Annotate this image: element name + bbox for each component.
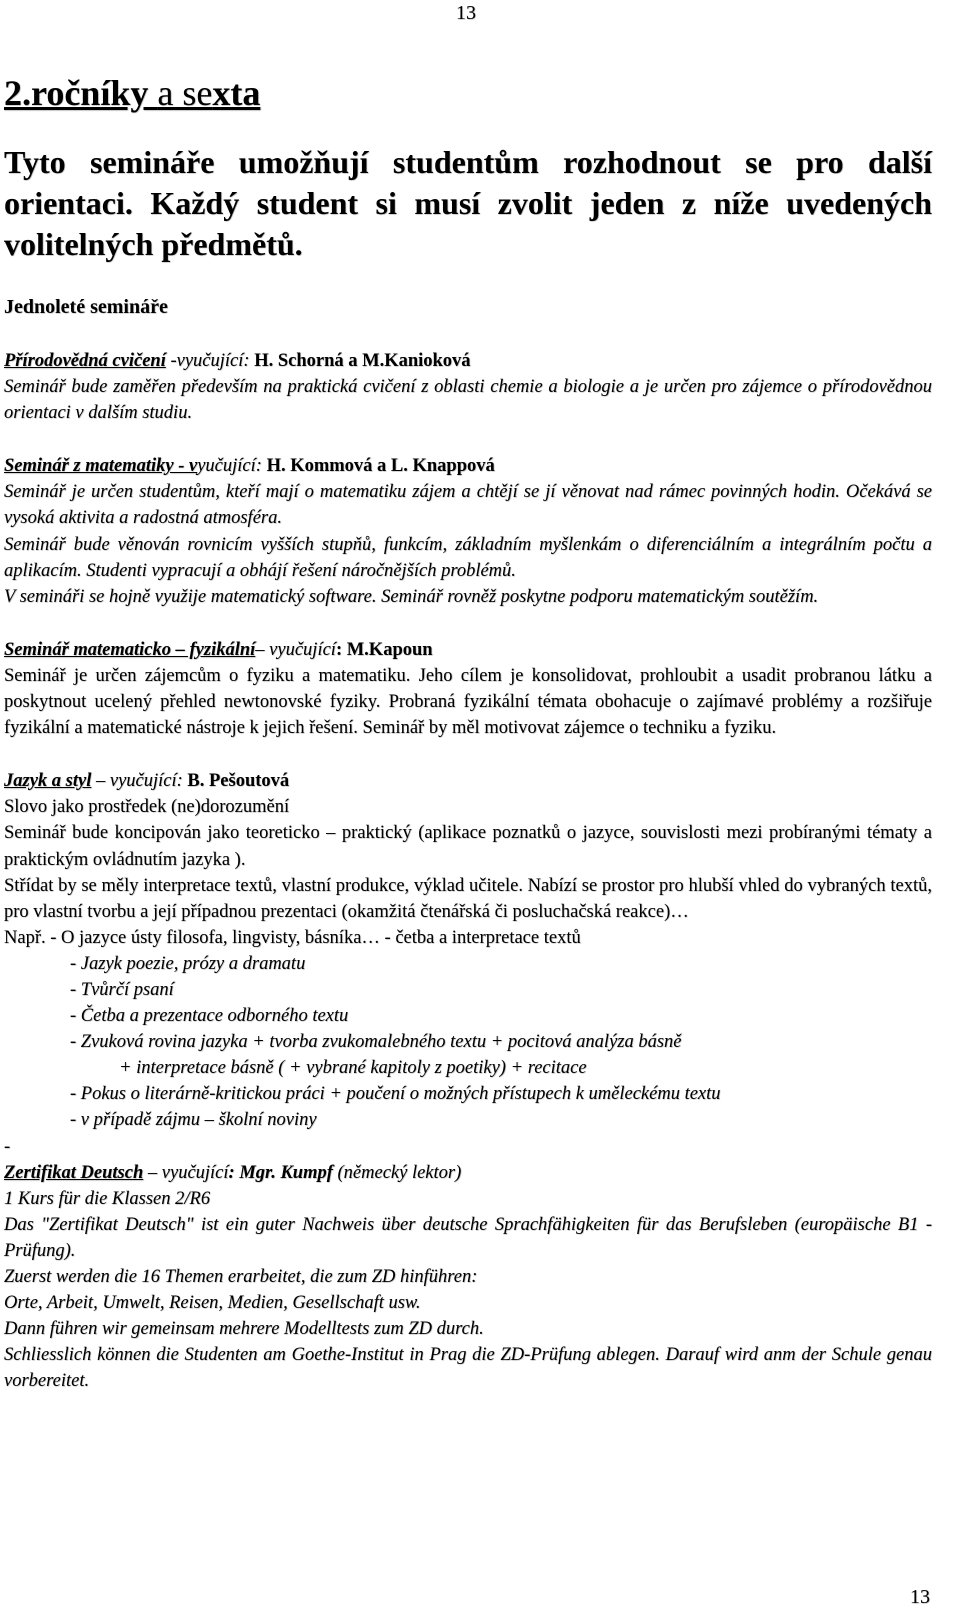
teacher-name: : M.Kapoun [335, 639, 433, 660]
teacher-name: : Mgr. Kumpf [228, 1162, 333, 1183]
list-item: Např. - O jazyce ústy filosofa, lingvisty, básníka… - četba a interpretace textů [4, 927, 581, 948]
seminar-4-p1: Seminář bude koncipován jako teoreticko – praktický (aplikace poznatků o jazyce, souvislosti mezi probíranými tématy a praktickým ovládnutím jazyka ). [4, 823, 932, 870]
seminar-4-header [4, 768, 932, 794]
teacher-note: (německý lektor) [332, 1162, 462, 1183]
seminar-5-line: Dann führen wir gemeinsam mehrere Modelltests zum ZD durch. [4, 1319, 484, 1340]
seminar-1-header [4, 348, 932, 374]
list-item: - Zvuková rovina jazyka + tvorba zvukomalebného textu + pocitová analýza básně [70, 1032, 682, 1053]
teacher-label: – vyučující: [91, 771, 188, 792]
list-item: - v případě zájmu – školní noviny [70, 1110, 317, 1131]
heading-part: xta [212, 73, 261, 113]
seminar-3-header [4, 637, 932, 663]
seminar-1-text: Seminář bude zaměřen především na praktická cvičení z oblasti chemie a biologie a je určen pro zájemce o přírodovědnou orientaci v dalším studiu. [4, 377, 932, 424]
seminar-5-line: Schliesslich können die Studenten am Goethe-Institut in Prag die ZD-Prüfung ablegen. Darauf wird anm der Schule genau vorbereitet. [4, 1345, 932, 1392]
page-heading [4, 72, 932, 114]
seminar-2-p2: Seminář bude věnován rovnicím vyšších stupňů, funkcím, základním myšlenkám o diferenciálním a integrálním počtu a aplikacím. Studenti vypracují a obhájí řešení náročnějších problémů. [4, 534, 932, 581]
list-item: - Jazyk poezie, prózy a dramatu [70, 953, 306, 974]
seminar-title: Seminář z matematiky - v [4, 456, 198, 477]
seminar-title: Seminář matematicko – fyzikální [4, 639, 256, 660]
seminar-5-line: Orte, Arbeit, Umwelt, Reisen, Medien, Gesellschaft usw. [4, 1293, 421, 1314]
teacher-name: H. Kommová a L. Knappová [266, 456, 495, 477]
teacher-name: B. Pešoutová [187, 771, 290, 792]
seminar-4-subtitle: Slovo jako prostředek (ne)dorozumění [4, 797, 290, 818]
heading-part: 2.ročníky [4, 73, 158, 113]
seminar-title: Jazyk a styl [4, 771, 92, 792]
list-item: + interpretace básně ( + vybrané kapitoly z poetiky) + recitace [119, 1058, 587, 1079]
seminar-title: Přírodovědná cvičení [4, 351, 166, 371]
teacher-label: – vyučující [143, 1162, 229, 1183]
subheading: Jednoleté semináře [4, 296, 168, 318]
page-number-bottom: 13 [910, 1586, 930, 1608]
teacher-label: – vyučující [255, 639, 336, 660]
seminar-list [4, 348, 932, 1394]
seminar-2-p1: Seminář je určen studentům, kteří mají o matematiku zájem a chtějí se jí věnovat nad rámec povinných hodin. Očekává se vysoká aktivita a radostná atmosféra. [4, 482, 932, 529]
teacher-name: H. Schorná a M.Kanioková [254, 351, 471, 371]
seminar-5-line: 1 Kurs für die Klassen 2/R6 [4, 1188, 211, 1209]
seminar-5-line: Das "Zertifikat Deutsch" ist ein guter Nachweis über deutsche Sprachfähigkeiten für das Berufsleben (europäische B1 - Prüfung). [4, 1214, 932, 1261]
seminar-3-text: Seminář je určen zájemcům o fyziku a matematiku. Jeho cílem je konsolidovat, prohloubit a usadit probranou látku a poskytnout ucelený přehled newtonovské fyziky. Probraná fyzikální témata obohacuje o zajímavé problémy a rozšiřuje fyzikální a matematické nástroje k jejich řešení. Seminář by měl motivovat zájemce o techniku a fyziku. [4, 665, 932, 739]
list-item: - [4, 1136, 11, 1157]
seminar-5-line: Zuerst werden die 16 Themen erarbeitet, die zum ZD hinführen: [4, 1267, 478, 1287]
seminar-2-p3: V semináři se hojně využije matematický software. Seminář rovněž poskytne podporu matematickým soutěžím. [4, 586, 819, 607]
list-item: - Pokus o literárně-kritickou práci + poučení o možných přístupech k uměleckému textu [70, 1084, 721, 1105]
heading-part: a se [157, 73, 213, 113]
teacher-label: yučující: [197, 456, 267, 477]
list-item: - Tvůrčí psaní [70, 979, 174, 1000]
list-item: - Četba a prezentace odborného textu [70, 1006, 349, 1027]
teacher-label: -vyučující: [165, 351, 255, 371]
page-number-top: 13 [456, 2, 476, 24]
intro-text: Tyto semináře umožňují studentům rozhodnout se pro další orientaci. Každý student si musí zvolit jeden z níže uvedených volitelných předmětů. [4, 144, 932, 262]
seminar-2-header [4, 453, 932, 479]
seminar-title: Zertifikat Deutsch [4, 1162, 144, 1183]
seminar-4-p2: Střídat by se měly interpretace textů, vlastní produkce, výklad učitele. Nabízí se prostor pro hlubší vhled do vybraných textů, pro vlastní tvorbu a její případnou prezentaci (okamžitá čtenářská či posluchačská reakce)… [4, 875, 932, 922]
seminar-5-header [4, 1160, 932, 1186]
